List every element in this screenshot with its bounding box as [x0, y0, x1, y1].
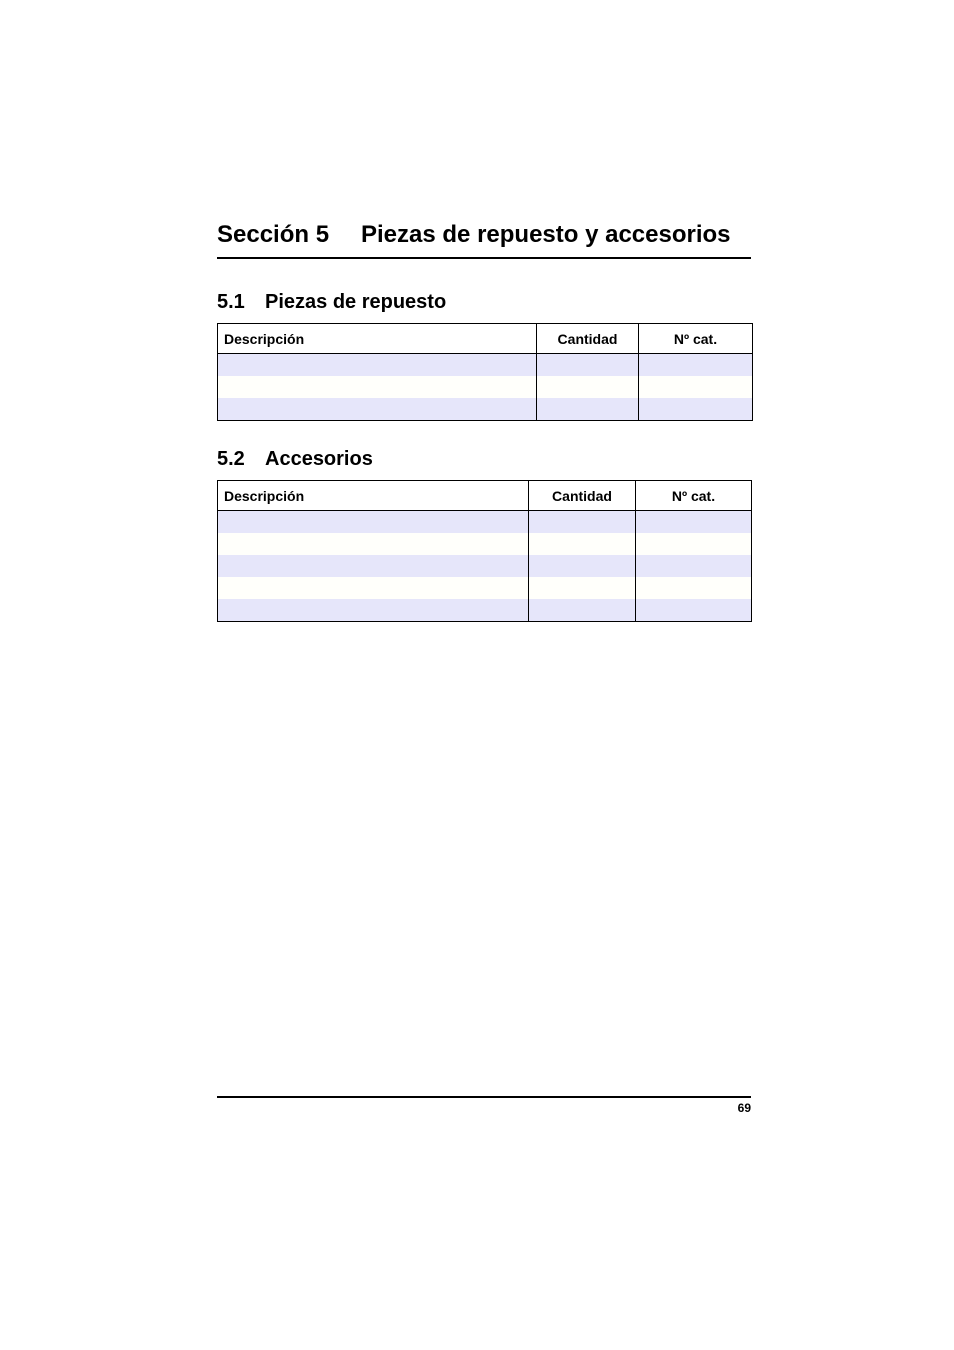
column-header-quantity: Cantidad — [537, 324, 639, 354]
accessories-table — [217, 480, 752, 622]
table-header-row — [218, 324, 753, 354]
table-cell — [639, 398, 753, 421]
page-number: 69 — [737, 1101, 751, 1115]
section-number: Sección 5 — [217, 221, 330, 248]
table-row — [218, 398, 753, 421]
table-row — [218, 376, 753, 398]
table-cell — [218, 533, 529, 555]
subsection-title: Accesorios — [265, 448, 373, 470]
table-cell — [529, 511, 636, 534]
table-row — [218, 511, 752, 534]
table-cell — [639, 354, 753, 377]
subsection-heading-accessories — [217, 446, 373, 472]
table-cell — [529, 533, 636, 555]
table-row — [218, 577, 752, 599]
table-cell — [636, 511, 752, 534]
table-cell — [636, 555, 752, 577]
table-cell — [218, 555, 529, 577]
column-header-description: Descripción — [218, 481, 529, 511]
table-cell — [218, 599, 529, 622]
table-row — [218, 599, 752, 622]
table-cell — [529, 555, 636, 577]
subsection-number: 5.2 — [217, 448, 245, 470]
column-header-description: Descripción — [218, 324, 537, 354]
spare-parts-table — [217, 323, 753, 421]
table-cell — [529, 577, 636, 599]
table-cell — [218, 398, 537, 421]
table-cell — [636, 577, 752, 599]
subsection-title: Piezas de repuesto — [265, 291, 447, 313]
table-cell — [529, 599, 636, 622]
table-cell — [636, 599, 752, 622]
table-cell — [218, 511, 529, 534]
table-cell — [636, 533, 752, 555]
table-cell — [537, 376, 639, 398]
column-header-quantity: Cantidad — [529, 481, 636, 511]
table-cell — [639, 376, 753, 398]
table-cell — [218, 577, 529, 599]
subsection-heading-spare-parts — [217, 289, 446, 315]
column-header-catalog-number: Nº cat. — [639, 324, 753, 354]
table-cell — [218, 354, 537, 377]
section-title: Piezas de repuesto y accesorios — [361, 221, 731, 248]
table-row — [218, 555, 752, 577]
column-header-catalog-number: Nº cat. — [636, 481, 752, 511]
table-row — [218, 533, 752, 555]
table-cell — [537, 354, 639, 377]
table-header-row — [218, 481, 752, 511]
table-row — [218, 354, 753, 377]
footer-divider — [217, 1096, 751, 1098]
table-cell — [218, 376, 537, 398]
table-cell — [537, 398, 639, 421]
subsection-number: 5.1 — [217, 291, 245, 313]
section-heading — [217, 219, 751, 251]
section-divider — [217, 257, 751, 259]
